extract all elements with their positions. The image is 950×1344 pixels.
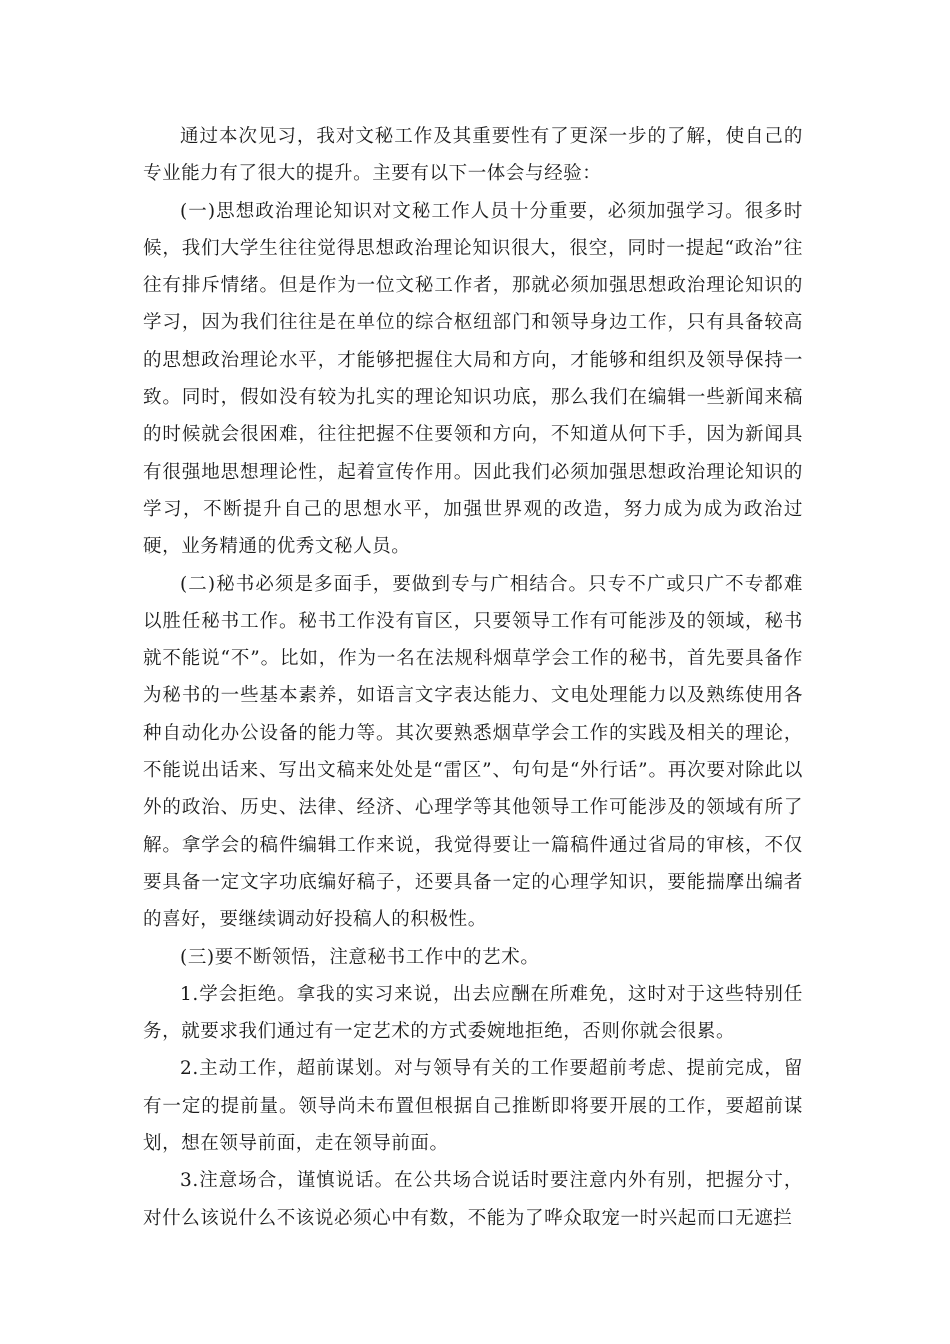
item-two-paragraph: 2.主动工作，超前谋划。对与领导有关的工作要超前考虑、提前完成，留有一定的提前量。领导尚未布置但根据自己推断即将要开展的工作，要超前谋划，想在领导前面，走在领导前面。 xyxy=(143,1058,803,1155)
item-one-paragraph: 1.学会拒绝。拿我的实习来说，出去应酬在所难免，这时对于这些特别任务，就要求我们通过有一定艺术的方式委婉地拒绝，否则你就会很累。 xyxy=(143,983,803,1043)
document-body xyxy=(143,118,803,1237)
intro-paragraph: 通过本次见习，我对文秘工作及其重要性有了更深一步的了解，使自己的专业能力有了很大的提升。主要有以下一体会与经验： xyxy=(143,126,803,185)
section-two-paragraph: (二)秘书必须是多面手，要做到专与广相结合。只专不广或只广不专都难以胜任秘书工作。秘书工作没有盲区，只要领导工作有可能涉及的领域，秘书就不能说“不”。比如，作为一名在法规科烟草学会工作的秘书，首先要具备作为秘书的一些基本素养，如语言文字表达能力、文电处理能力以及熟练使用各种自动化办公设备的能力等。其次要熟悉烟草学会工作的实践及相关的理论，不能说出话来、写出文稿来处处是“雷区”、句句是“外行话”。再次要对除此以外的政治、历史、法律、经济、心理学等其他领导工作可能涉及的领域有所了解。拿学会的稿件编辑工作来说，我觉得要让一篇稿件通过省局的审核，不仅要具备一定文字功底编好稿子，还要具备一定的心理学知识，要能揣摩出编者的喜好，要继续调动好投稿人的积极性。 xyxy=(143,573,803,931)
section-three-heading: (三)要不断领悟，注意秘书工作中的艺术。 xyxy=(180,946,540,968)
item-three-paragraph: 3.注意场合，谨慎说话。在公共场合说话时要注意内外有别，把握分寸，对什么该说什么不该说必须心中有数，不能为了哗众取宠一时兴起而口无遮拦 xyxy=(143,1170,803,1229)
section-one-paragraph: (一)思想政治理论知识对文秘工作人员十分重要，必须加强学习。很多时候，我们大学生往往觉得思想政治理论知识很大，很空，同时一提起“政治”往往有排斥情绪。但是作为一位文秘工作者，那就必须加强思想政治理论知识的学习，因为我们往往是在单位的综合枢纽部门和领导身边工作，只有具备较高的思想政治理论水平，才能够把握住大局和方向，才能够和组织及领导保持一致。同时，假如没有较为扎实的理论知识功底，那么我们在编辑一些新闻来稿的时候就会很困难，往往把握不住要领和方向，不知道从何下手，因为新闻具有很强地思想理论性，起着宣传作用。因此我们必须加强思想政治理论知识的学习，不断提升自己的思想水平，加强世界观的改造，努力成为成为政治过硬，业务精通的优秀文秘人员。 xyxy=(143,200,803,558)
